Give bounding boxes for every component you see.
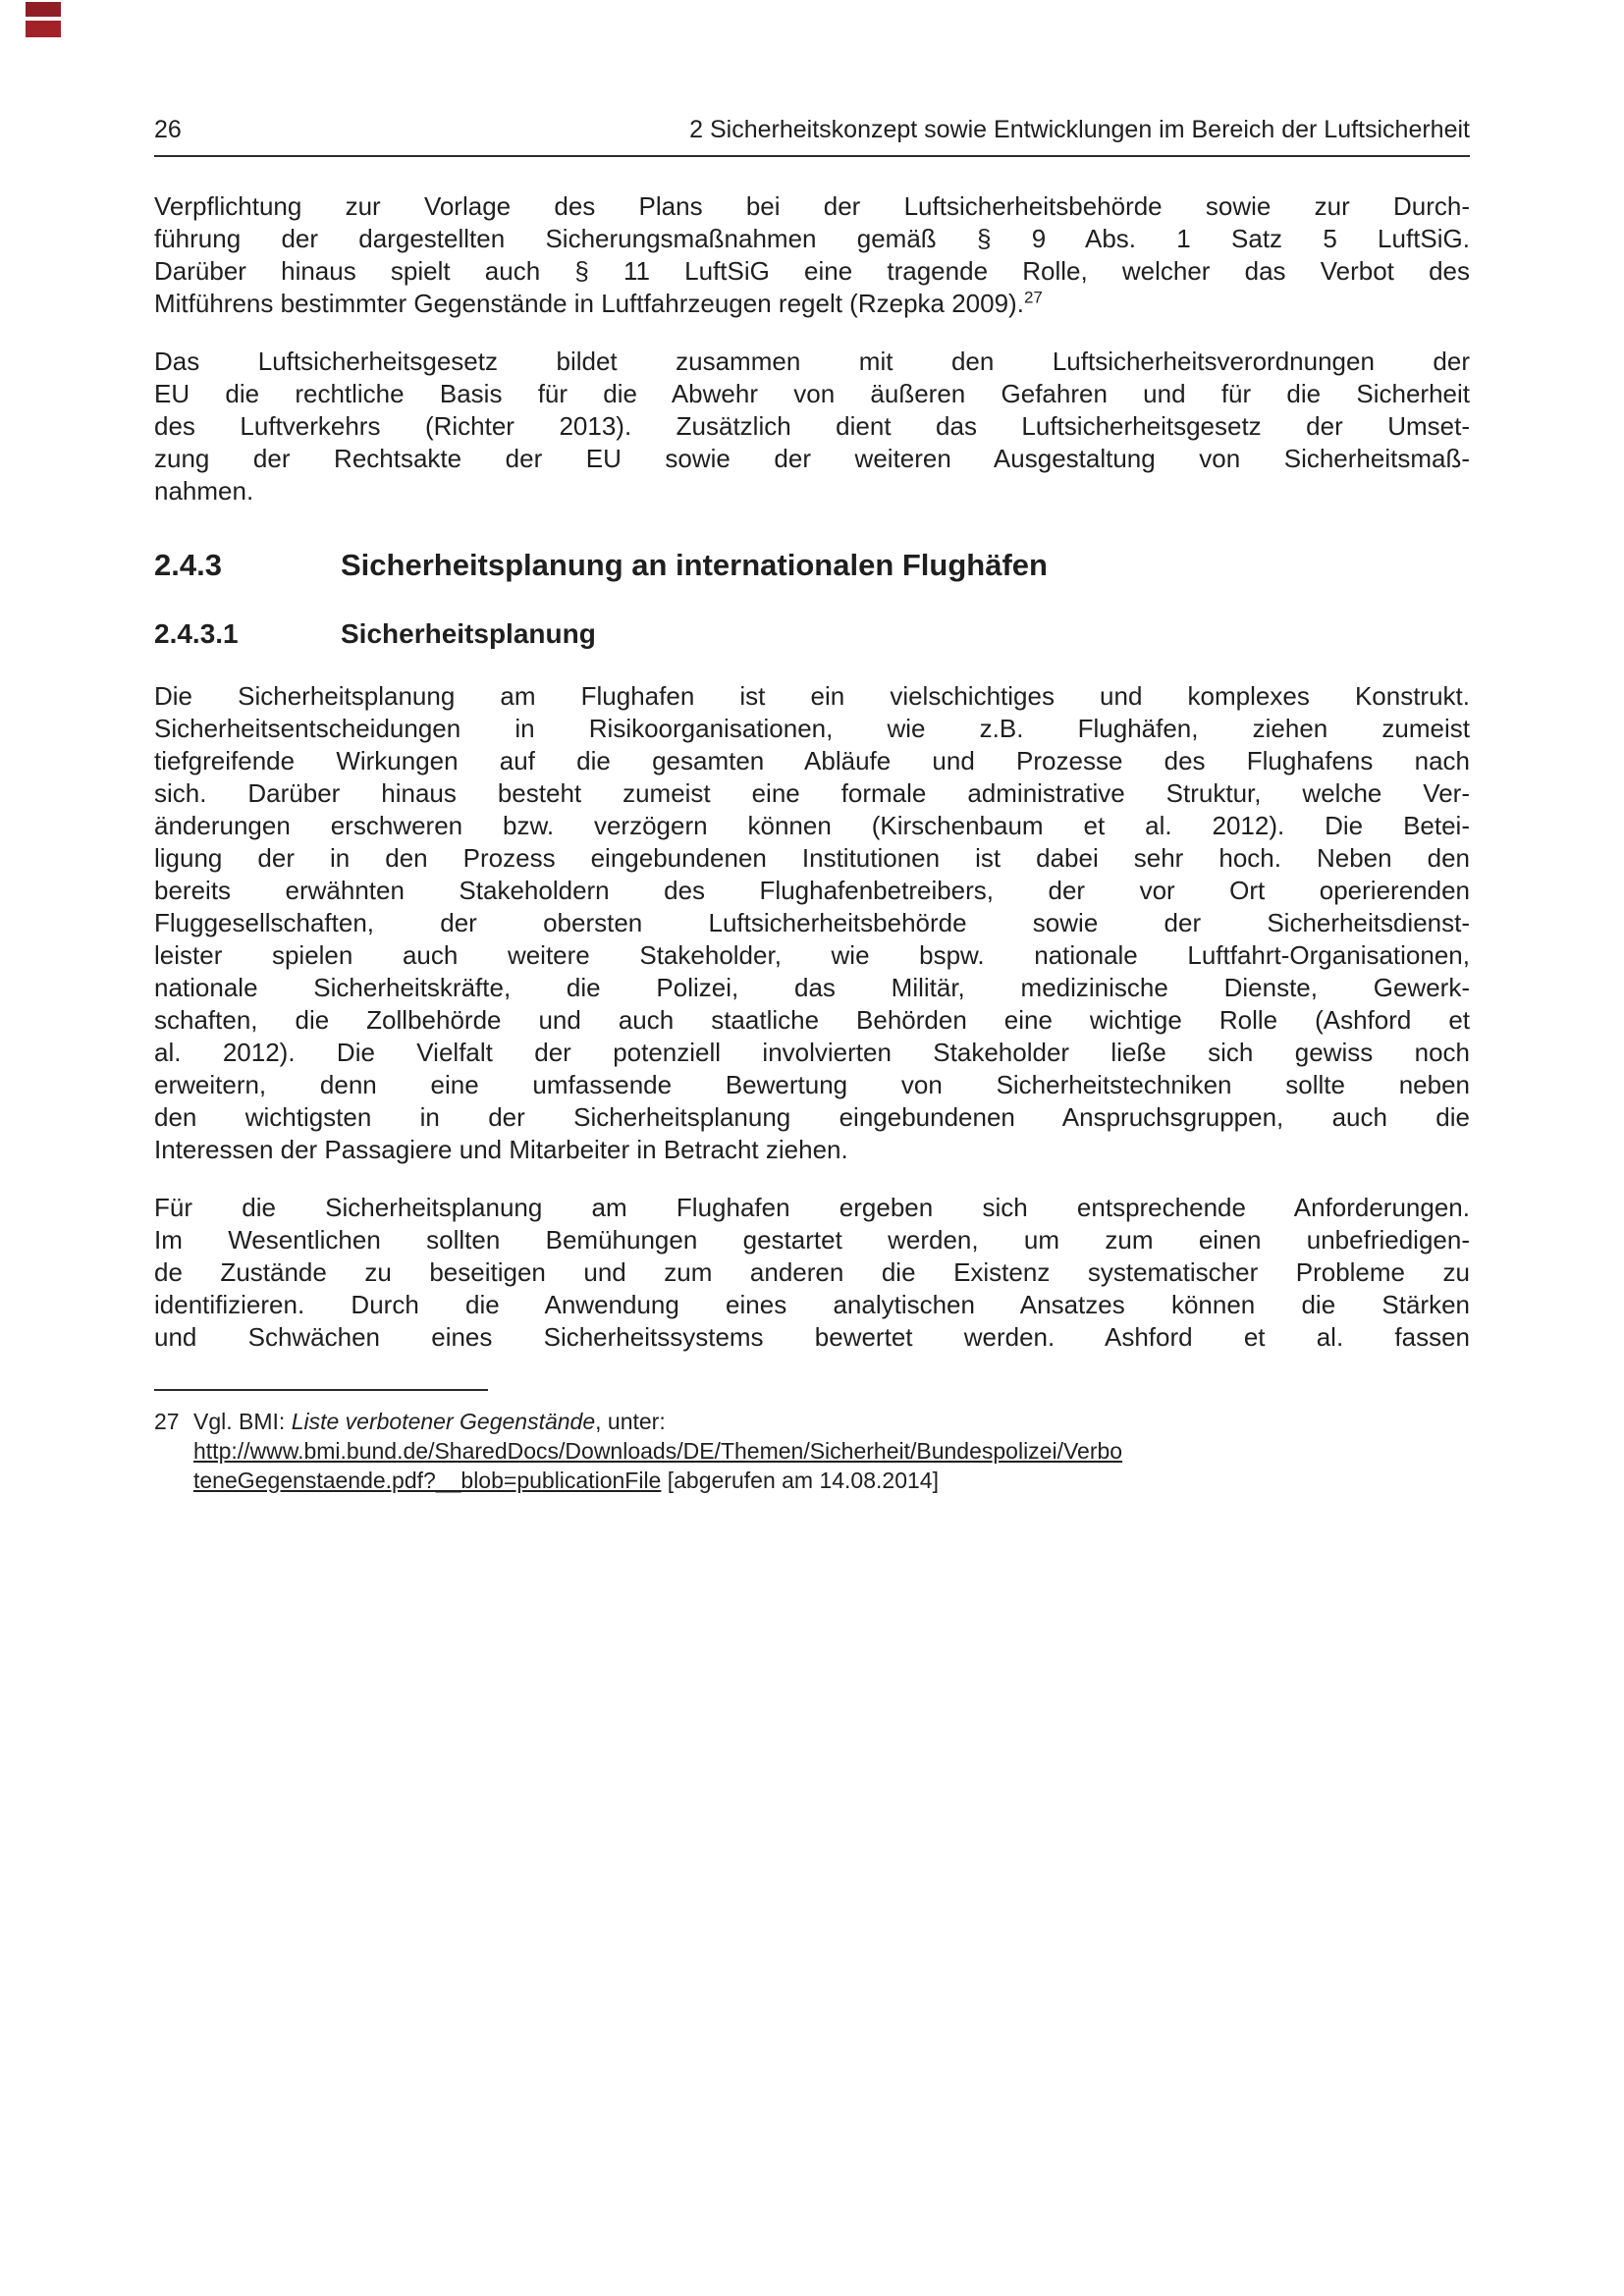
text-line: ligung der in den Prozess eingebundenen Institutionen ist dabei sehr hoch. Neben den [154, 843, 1470, 873]
section-title: Sicherheitsplanung an internationalen Flughäfen [341, 548, 1048, 582]
text-line: Interessen der Passagiere und Mitarbeiter in Betracht ziehen. [154, 1135, 848, 1164]
text-line: Für die Sicherheitsplanung am Flughafen ergeben sich entsprechende Anforderungen. [154, 1193, 1470, 1222]
text-line: schaften, die Zollbehörde und auch staatliche Behörden eine wichtige Rolle (Ashford et [154, 1005, 1470, 1035]
text-line: Fluggesellschaften, der obersten Luftsicherheitsbehörde sowie der Sicherheitsdienst- [154, 908, 1470, 937]
text-line: führung der dargestellten Sicherungsmaßnahmen gemäß § 9 Abs. 1 Satz 5 LuftSiG. [154, 224, 1470, 253]
text-line: Verpflichtung zur Vorlage des Plans bei der Luftsicherheitsbehörde sowie zur Durch- [154, 191, 1470, 221]
paragraph-luftsig [154, 190, 1470, 320]
paragraph-text: Mitführens bestimmter Gegenstände in Luftfahrzeugen regelt (Rzepka 2009). [154, 289, 1024, 318]
footnote-text: Vgl. BMI: [193, 1409, 292, 1434]
footnote-url-line1[interactable]: http://www.bmi.bund.de/SharedDocs/Downloads/DE/Themen/Sicherheit/Bundespolizei/Verbo [193, 1438, 1123, 1464]
text-line: EU die rechtliche Basis für die Abwehr von äußeren Gefahren und für die Sicherheit [154, 379, 1470, 408]
text-line: bereits erwähnten Stakeholdern des Flughafenbetreibers, der vor Ort operierenden [154, 876, 1470, 905]
section-heading [154, 547, 1470, 584]
text-line: leister spielen auch weitere Stakeholder, wie bspw. nationale Luftfahrt-Organisationen, [154, 940, 1470, 970]
footnote-line [154, 1436, 1470, 1466]
footnote-ref-27[interactable]: 27 [1023, 288, 1043, 307]
footnote-retrieved: [abgerufen am 14.08.2014] [661, 1468, 939, 1493]
text-line: sich. Darüber hinaus besteht zumeist eine formale administrative Struktur, welche Ver- [154, 778, 1470, 808]
text-line: und Schwächen eines Sicherheitssystems bewertet werden. Ashford et al. fassen [154, 1322, 1470, 1352]
footnote-number: 27 [154, 1409, 180, 1434]
text-line: Sicherheitsentscheidungen in Risikoorganisationen, wie z.B. Flughäfen, ziehen zumeist [154, 714, 1470, 743]
footnote-url-line2[interactable]: teneGegenstaende.pdf?__blob=publicationFile [193, 1468, 662, 1493]
red-mark-bottom-icon [26, 21, 61, 37]
footnote-text: , unter: [595, 1409, 666, 1434]
text-line: erweitern, denn eine umfassende Bewertung von Sicherheitstechniken sollte neben [154, 1070, 1470, 1099]
text-line: al. 2012). Die Vielfalt der potenziell involvierten Stakeholder ließe sich gewiss noch [154, 1038, 1470, 1067]
running-title: 2 Sicherheitskonzept sowie Entwicklungen im Bereich der Luftsicherheit [689, 116, 1470, 143]
paragraph-sicherheitsplanung [154, 680, 1470, 1166]
paragraph-lines [154, 680, 1470, 1134]
page-header [154, 116, 1470, 157]
subsection-number: 2.4.3.1 [154, 618, 239, 649]
subsection-title: Sicherheitsplanung [341, 618, 596, 649]
text-line: Die Sicherheitsplanung am Flughafen ist ein vielschichtiges und komplexes Konstrukt. [154, 681, 1470, 711]
text-line: tiefgreifende Wirkungen auf die gesamten Abläufe und Prozesse des Flughafens nach [154, 746, 1470, 775]
text-line: des Luftverkehrs (Richter 2013). Zusätzlich dient das Luftsicherheitsgesetz der Umset- [154, 411, 1470, 441]
footnote-27 [154, 1407, 1470, 1495]
page-number: 26 [154, 116, 182, 143]
text-line: Darüber hinaus spielt auch § 11 LuftSiG eine tragende Rolle, welcher das Verbot des [154, 256, 1470, 286]
footnote-line [154, 1466, 1470, 1495]
text-line: zung der Rechtsakte der EU sowie der weiteren Ausgestaltung von Sicherheitsmaß- [154, 444, 1470, 473]
text-column [154, 116, 1470, 1495]
paragraph-lines [154, 1192, 1470, 1354]
text-line [154, 288, 1470, 320]
footnote-work-title: Liste verbotener Gegenstände [291, 1409, 596, 1434]
subsection-heading [154, 617, 1470, 651]
text-line: identifizieren. Durch die Anwendung eines analytischen Ansatzes können die Stärken [154, 1290, 1470, 1319]
paragraph-lines [154, 346, 1470, 475]
paragraph-lines [154, 190, 1470, 288]
text-line: de Zustände zu beseitigen und zum anderen die Existenz systematischer Probleme zu [154, 1257, 1470, 1287]
red-mark-top-icon [26, 2, 61, 17]
footnote-separator [154, 1389, 488, 1391]
text-line: Im Wesentlichen sollten Bemühungen gestartet werden, um zum einen unbefriedigen- [154, 1225, 1470, 1255]
text-line: Das Luftsicherheitsgesetz bildet zusammen mit den Luftsicherheitsverordnungen der [154, 347, 1470, 376]
footnote-line [154, 1407, 1470, 1436]
section-number: 2.4.3 [154, 548, 222, 582]
text-line: änderungen erschweren bzw. verzögern können (Kirschenbaum et al. 2012). Die Betei- [154, 811, 1470, 840]
text-line: den wichtigsten in der Sicherheitsplanung eingebundenen Anspruchsgruppen, auch die [154, 1102, 1470, 1132]
text-line: nahmen. [154, 476, 254, 506]
paragraph-anforderungen [154, 1192, 1470, 1354]
text-line: nationale Sicherheitskräfte, die Polizei, das Militär, medizinische Dienste, Gewerk- [154, 973, 1470, 1002]
paragraph-rechtliche-basis [154, 346, 1470, 507]
